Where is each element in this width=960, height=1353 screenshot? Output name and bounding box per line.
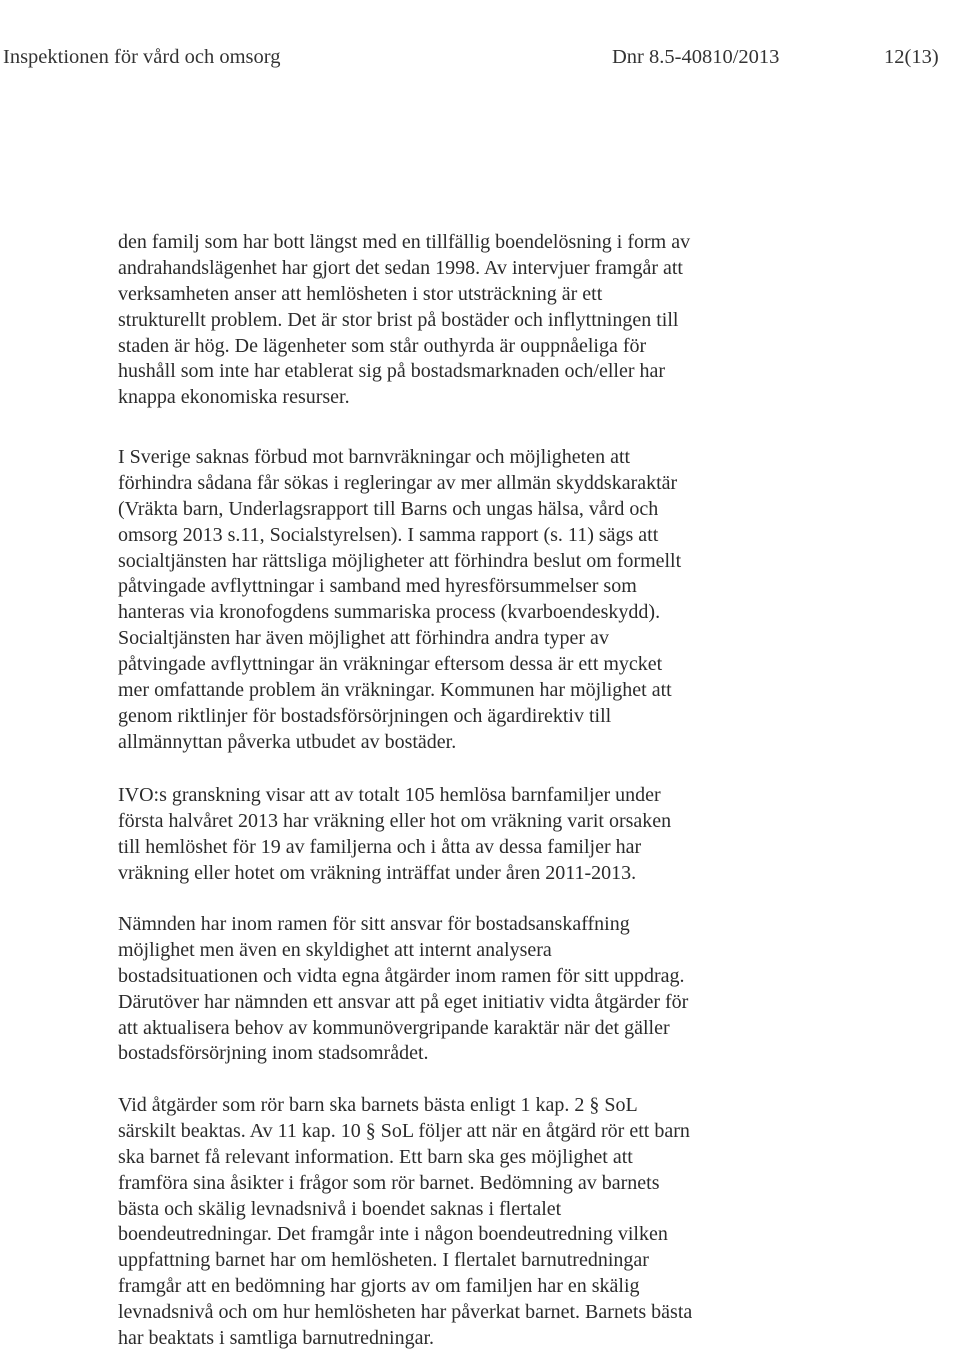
text-line: bostadsituationen och vidta egna åtgärder inom ramen för sitt uppdrag.: [118, 964, 685, 987]
text-line: förhindra sådana får sökas i regleringar av mer allmän skyddskaraktär: [118, 471, 678, 494]
text-line: påtvingade avflyttningar i samband med hyresförsummelser som: [118, 575, 637, 598]
text-line: knappa ekonomiska resurser.: [118, 386, 350, 409]
text-line: levnadsnivå och om hur hemlösheten har påverkat barnet. Barnets bästa: [118, 1301, 693, 1324]
text-line: den familj som har bott längst med en tillfällig boendelösning i form av: [118, 231, 691, 253]
text-line: andrahandslägenhet har gjort det sedan 1998. Av intervjuer framgår att: [118, 256, 683, 279]
header-organization: Inspektionen för vård och omsorg: [3, 46, 281, 68]
text-line: ska barnet få relevant information. Ett barn ska ges möjlighet att: [118, 1145, 633, 1168]
text-line: staden är hög. De lägenheter som står outhyrda är ouppnåeliga för: [118, 334, 647, 357]
text-line: vräkning eller hotet om vräkning inträffat under åren 2011-2013.: [118, 861, 637, 884]
paragraph: [118, 912, 688, 1067]
text-line: allmännyttan påverka utbudet av bostäder.: [118, 730, 457, 753]
text-line: omsorg 2013 s.11, Socialstyrelsen). I samma rapport (s. 11) sägs att: [118, 523, 659, 546]
paragraph: [118, 230, 690, 411]
text-line: Därutöver har nämnden ett ansvar att på eget initiativ vidta åtgärder för: [118, 990, 689, 1013]
text-line: första halvåret 2013 har vräkning eller hot om vräkning varit orsaken: [118, 809, 672, 832]
text-line: strukturellt problem. Det är stor brist på bostäder och inflyttningen till: [118, 308, 679, 331]
paragraph: [118, 783, 671, 887]
text-line: framgår att en bedömning har gjorts av om familjen har en skälig: [118, 1275, 640, 1298]
text-line: bostadsförsörjning inom stadsområdet.: [118, 1042, 429, 1065]
text-line: hanteras via kronofogdens summariska process (kvarboendeskydd).: [118, 601, 661, 624]
text-line: Nämnden har inom ramen för sitt ansvar för bostadsanskaffning: [118, 913, 630, 935]
text-line: till hemlöshet för 19 av familjerna och i åtta av dessa familjer har: [118, 835, 642, 858]
text-line: I Sverige saknas förbud mot barnvräkningar och möjligheten att: [118, 446, 631, 468]
text-line: Vid åtgärder som rör barn ska barnets bästa enligt 1 kap. 2 § SoL: [118, 1094, 638, 1116]
text-line: verksamheten anser att hemlösheten i stor utsträckning är ett: [118, 282, 603, 305]
text-line: hushåll som inte har etablerat sig på bostadsmarknaden och/eller har: [118, 360, 666, 383]
text-line: framföra sina åsikter i frågor som rör barnet. Bedömning av barnets: [118, 1171, 660, 1194]
text-line: boendeutredningar. Det framgår inte i någon boendeutredning vilken: [118, 1223, 668, 1246]
text-line: särskilt beaktas. Av 11 kap. 10 § SoL följer att när en åtgärd rör ett barn: [118, 1119, 690, 1142]
text-line: att aktualisera behov av kommunövergripande karaktär när det gäller: [118, 1016, 670, 1039]
text-line: mer omfattande problem än vräkningar. Kommunen har möjlighet att: [118, 679, 672, 702]
text-line: bästa och skälig levnadsnivå i boendet saknas i flertalet: [118, 1197, 562, 1220]
header-page-number: 12(13): [884, 46, 939, 68]
text-line: (Vräkta barn, Underlagsrapport till Barns och ungas hälsa, vård och: [118, 497, 659, 520]
text-line: uppfattning barnet har om hemlösheten. I flertalet barnutredningar: [118, 1249, 649, 1272]
text-line: IVO:s granskning visar att av totalt 105 hemlösa barnfamiljer under: [118, 784, 661, 806]
text-line: socialtjänsten har rättsliga möjligheter att förhindra beslut om formellt: [118, 549, 682, 572]
paragraph: [118, 445, 681, 756]
paragraph: [118, 1093, 692, 1352]
text-line: har beaktats i samtliga barnutredningar.: [118, 1327, 435, 1350]
text-line: påtvingade avflyttningar än vräkningar eftersom dessa är ett mycket: [118, 653, 663, 676]
text-line: Socialtjänsten har även möjlighet att förhindra andra typer av: [118, 627, 609, 650]
text-line: genom riktlinjer för bostadsförsörjningen och ägardirektiv till: [118, 704, 612, 727]
text-line: möjlighet men även en skyldighet att internt analysera: [118, 938, 552, 961]
header-document-number: Dnr 8.5-40810/2013: [612, 46, 780, 68]
